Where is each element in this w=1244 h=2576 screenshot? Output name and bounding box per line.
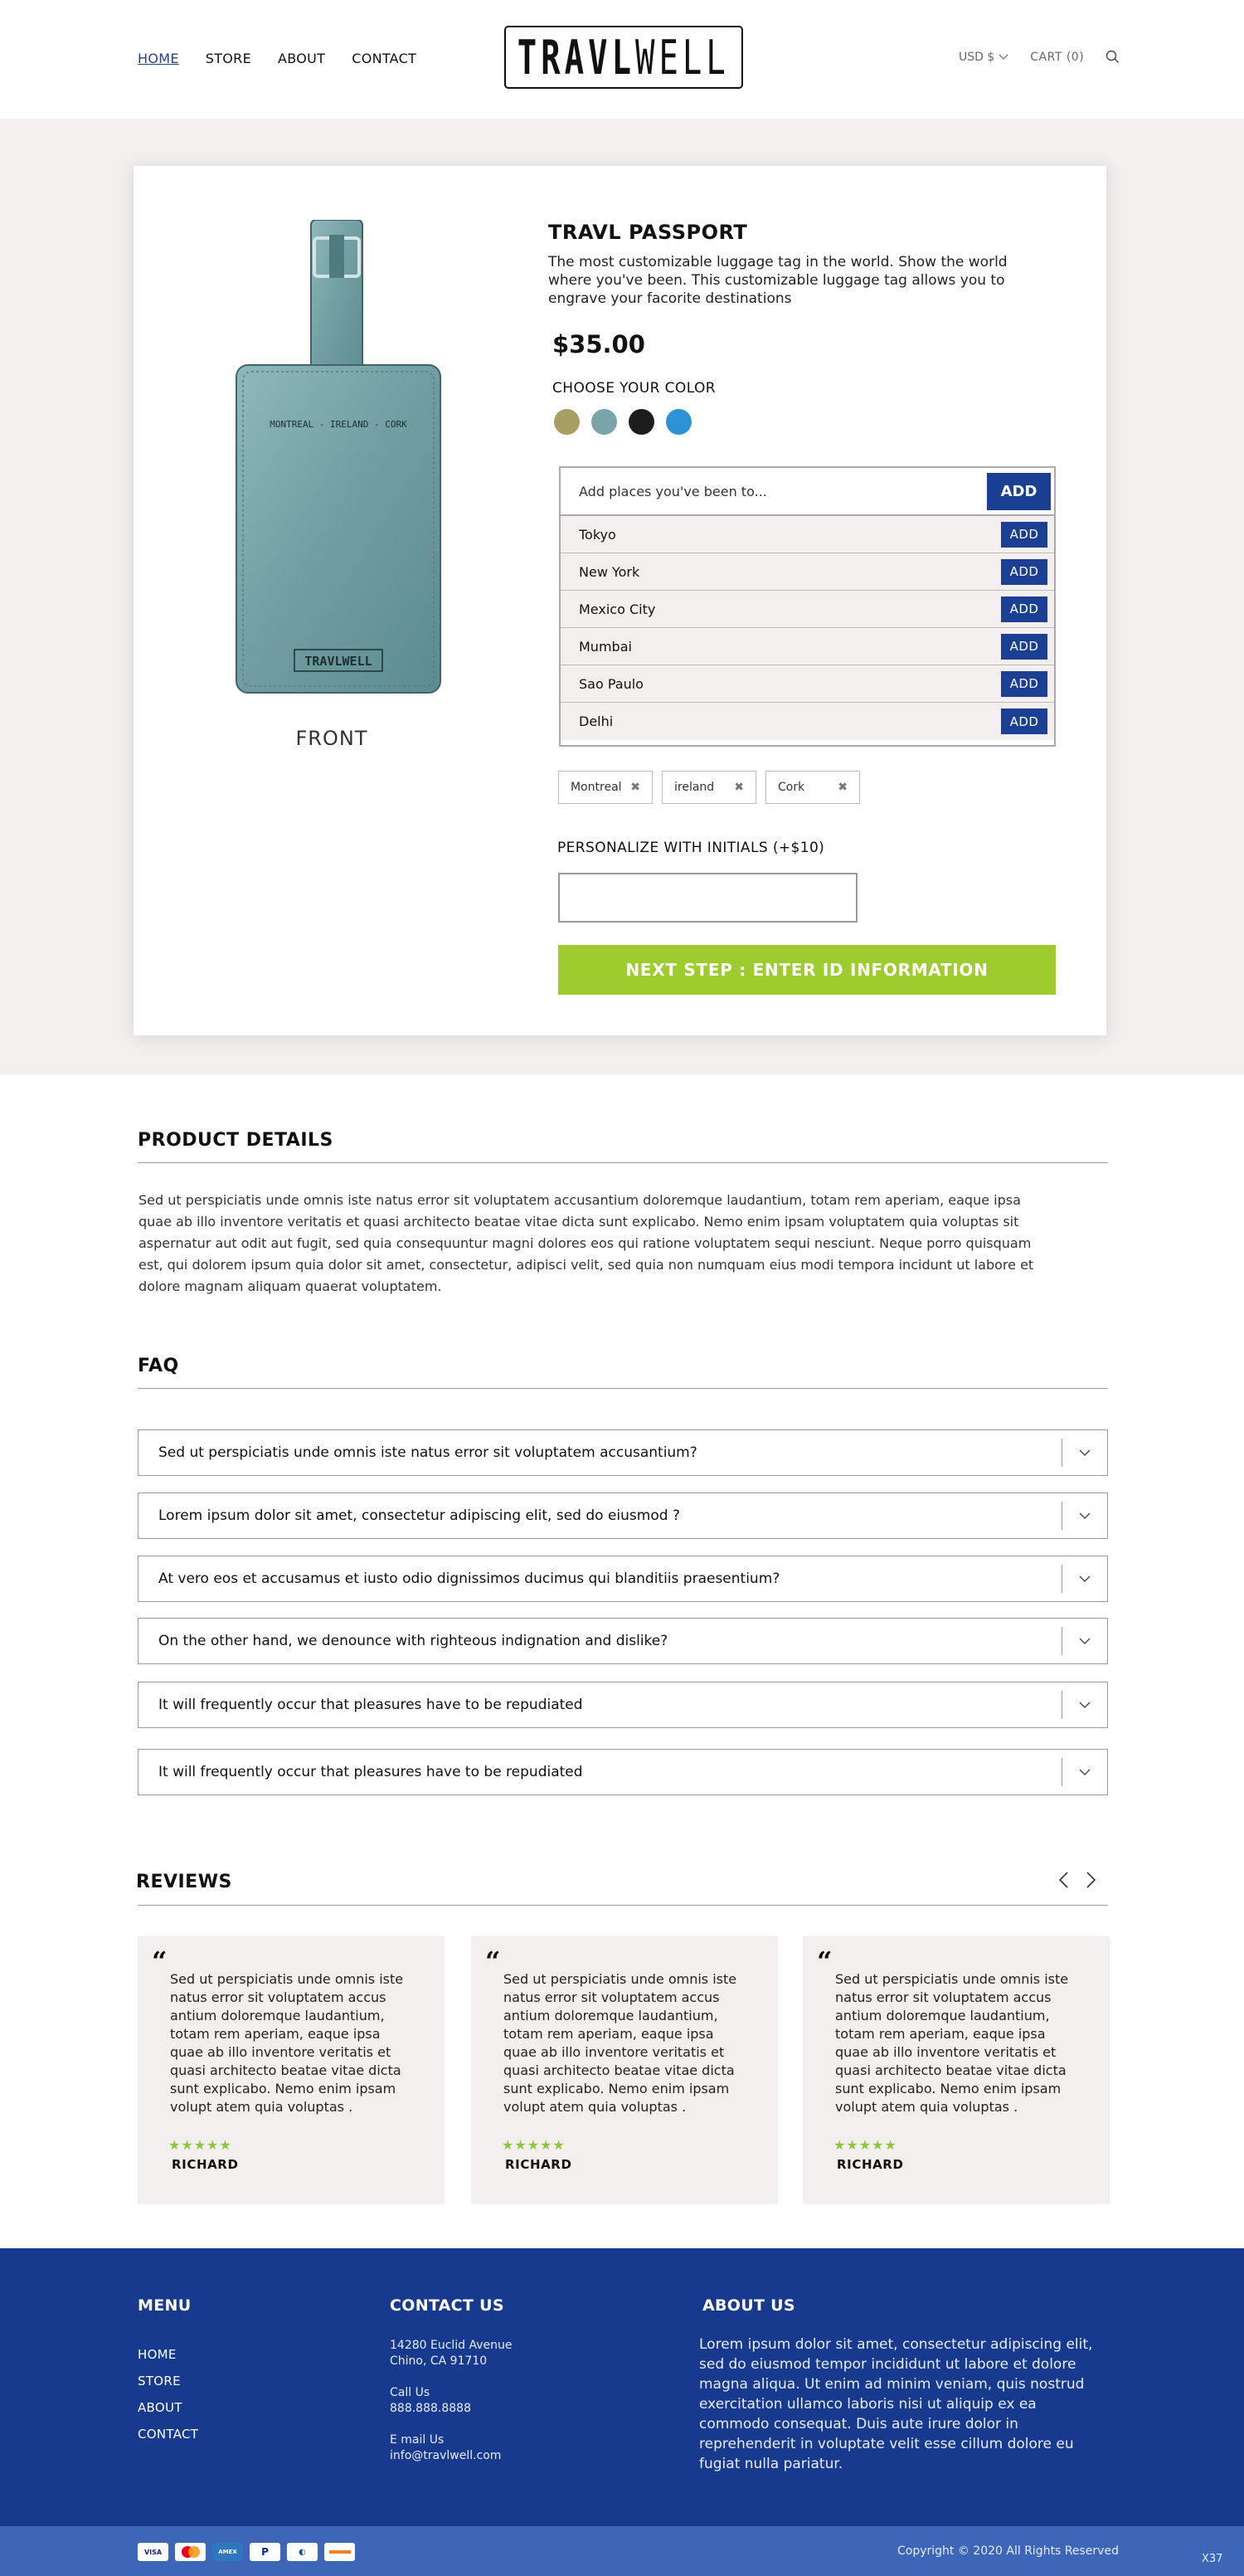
chevron-down-icon[interactable] <box>1062 1439 1107 1467</box>
visa-icon: VISA <box>138 2543 168 2561</box>
reviews-heading: REVIEWS <box>136 1872 232 1892</box>
faq-question: Lorem ipsum dolor sit amet, consectetur adipiscing elit, sed do eiusmod ? <box>158 1507 680 1524</box>
amex-icon: AMEX <box>212 2543 243 2561</box>
chevron-down-icon[interactable] <box>1062 1758 1107 1786</box>
quote-icon: “ <box>817 1945 833 1977</box>
color-swatches <box>554 409 692 435</box>
star-rating: ★★★★★ <box>168 2137 232 2153</box>
address-line: 14280 Euclid Avenue <box>390 2339 513 2352</box>
faq-item[interactable] <box>138 1556 1108 1602</box>
faq-heading: FAQ <box>138 1356 179 1376</box>
divider <box>138 1905 1108 1906</box>
quote-icon: “ <box>152 1945 168 1977</box>
place-name: Mexico City <box>579 601 656 617</box>
main-nav <box>138 51 416 66</box>
paypal-icon: P <box>250 2543 280 2561</box>
search-icon[interactable] <box>1106 50 1120 64</box>
footer-menu-heading: MENU <box>138 2296 192 2315</box>
color-swatch-black[interactable] <box>629 409 654 435</box>
add-place-mexico-city-button[interactable]: ADD <box>1001 597 1047 622</box>
corner-mark: X37 <box>1202 2553 1223 2565</box>
email-block <box>390 2432 513 2464</box>
chip-label: ireland <box>674 781 715 794</box>
footer-home-link[interactable]: HOME <box>138 2347 177 2362</box>
chevron-down-icon <box>999 54 1008 61</box>
add-place-mumbai-button[interactable]: ADD <box>1001 634 1047 660</box>
places-picker <box>559 466 1056 747</box>
cart-link[interactable]: CART (0) <box>1030 50 1085 64</box>
nav-store-link[interactable]: STORE <box>205 51 251 66</box>
faq-item[interactable] <box>138 1749 1108 1795</box>
chip-label: Cork <box>778 781 805 794</box>
diners-icon: ◐ <box>287 2543 318 2561</box>
email-address[interactable]: info@travlwell.com <box>390 2449 502 2462</box>
divider <box>138 1388 1108 1389</box>
places-input[interactable] <box>579 484 977 499</box>
review-card <box>471 1936 778 2204</box>
faq-item[interactable] <box>138 1429 1108 1476</box>
place-row <box>561 553 1054 591</box>
footer-contact-link[interactable]: CONTACT <box>138 2427 199 2442</box>
nav-about-link[interactable]: ABOUT <box>278 51 326 66</box>
faq-question: It will frequently occur that pleasures have to be repudiated <box>158 1697 583 1713</box>
site-footer <box>0 2248 1244 2526</box>
place-name: New York <box>579 563 640 580</box>
add-place-button[interactable]: ADD <box>987 473 1051 510</box>
star-rating: ★★★★★ <box>502 2137 566 2153</box>
place-chip <box>558 771 653 804</box>
chevron-down-icon[interactable] <box>1062 1502 1107 1530</box>
remove-chip-icon[interactable]: ✖ <box>838 781 848 794</box>
footer-bottom-bar <box>0 2526 1244 2576</box>
initials-input[interactable] <box>558 873 858 923</box>
tag-engraving-text: MONTREAL - IRELAND - CORK <box>270 419 407 430</box>
faq-item[interactable] <box>138 1493 1108 1539</box>
remove-chip-icon[interactable]: ✖ <box>734 781 744 794</box>
footer-menu <box>138 2346 198 2442</box>
phone-number[interactable]: 888.888.8888 <box>390 2402 471 2415</box>
product-price: $35.00 <box>552 330 645 358</box>
review-text: Sed ut perspiciatis unde omnis iste natus error sit voluptatem accus antium doloremque laudantium, totam rem aperiam, eaque ipsa quae ab illo inventore veritatis et quasi architecto beatae vitae dicta sunt explicabo. Nemo enim ipsam volupt atem quia voluptas . <box>170 1971 404 2115</box>
footer-store-link[interactable]: STORE <box>138 2374 181 2389</box>
review-author: RICHARD <box>505 2157 572 2172</box>
star-rating: ★★★★★ <box>833 2137 897 2153</box>
phone-block <box>390 2385 513 2417</box>
places-input-row <box>561 468 1054 516</box>
luggage-tag-image <box>235 220 442 694</box>
chevron-right-icon[interactable] <box>1086 1872 1096 1892</box>
chip-label: Montreal <box>571 781 622 794</box>
place-row <box>561 628 1054 665</box>
color-swatch-blue[interactable] <box>666 409 692 435</box>
footer-contact-heading: CONTACT US <box>390 2296 504 2315</box>
product-details-heading: PRODUCT DETAILS <box>138 1130 333 1151</box>
place-row <box>561 516 1054 553</box>
product-title: TRAVL PASSPORT <box>548 221 748 244</box>
product-details-text: Sed ut perspiciatis unde omnis iste natus error sit voluptatem accusantium doloremque laudantium, totam rem aperiam, eaque ipsa quae ab illo inventore veritatis et quasi architecto beatae vitae dicta sunt explicabo. Nemo enim ipsam voluptatem quia voluptas sit aspernatur aut odit aut fugit, sed quia consequuntur magni dolores eos qui ratione voluptatem sequi nesciunt. Neque porro quisquam est, qui dolorem ipsum quia dolor sit amet, consectetur, adipisci velit, sed quia non numquam eius modi tempora incidunt ut labore et dolore magnam aliquam quaerat voluptatem. <box>138 1192 1034 1294</box>
chevron-down-icon[interactable] <box>1062 1627 1107 1655</box>
nav-contact-link[interactable]: CONTACT <box>352 51 417 66</box>
place-row <box>561 591 1054 628</box>
address-line: Chino, CA 91710 <box>390 2354 488 2368</box>
discover-icon <box>324 2543 355 2561</box>
faq-item[interactable] <box>138 1618 1108 1664</box>
selected-places <box>558 771 860 804</box>
review-author: RICHARD <box>172 2157 239 2172</box>
copyright: Copyright © 2020 All Rights Reserved <box>897 2544 1119 2558</box>
faq-question: It will frequently occur that pleasures have to be repudiated <box>158 1764 583 1780</box>
color-swatch-teal[interactable] <box>591 409 617 435</box>
currency-selector[interactable] <box>959 51 1008 64</box>
place-name: Mumbai <box>579 638 632 655</box>
currency-label: USD $ <box>959 50 995 64</box>
review-text: Sed ut perspiciatis unde omnis iste natus error sit voluptatem accus antium doloremque laudantium, totam rem aperiam, eaque ipsa quae ab illo inventore veritatis et quasi architecto beatae vitae dicta sunt explicabo. Nemo enim ipsam volupt atem quia voluptas . <box>835 1971 1069 2115</box>
faq-question: At vero eos et accusamus et iusto odio dignissimos ducimus qui blanditiis praesentium? <box>158 1570 780 1587</box>
review-card <box>138 1936 445 2204</box>
place-chip <box>765 771 860 804</box>
next-step-button[interactable]: NEXT STEP : ENTER ID INFORMATION <box>558 945 1056 995</box>
faq-question: Sed ut perspiciatis unde omnis iste natus error sit voluptatem accusantium? <box>158 1444 697 1461</box>
payment-icons <box>138 2543 355 2561</box>
footer-contact-info <box>390 2338 513 2480</box>
site-header <box>0 0 1244 119</box>
footer-about-link[interactable]: ABOUT <box>138 2400 182 2415</box>
image-view-label: FRONT <box>295 727 368 750</box>
quote-icon: “ <box>485 1945 501 1977</box>
remove-chip-icon[interactable]: ✖ <box>630 781 640 794</box>
site-logo[interactable] <box>504 26 743 89</box>
add-place-tokyo-button[interactable]: ADD <box>1001 522 1047 548</box>
chevron-down-icon[interactable] <box>1062 1691 1107 1719</box>
color-swatch-olive[interactable] <box>554 409 580 435</box>
footer-about-text: Lorem ipsum dolor sit amet, consectetur adipiscing elit, sed do eiusmod tempor incididunt ut labore et dolore magna aliqua. Ut enim ad minim veniam, quis nostrud exercitation ullamco laboris nisi ut aliquip ex ea commodo consequat. Duis aute irure dolor in reprehenderit in voluptate velit esse cillum dolore eu fugiat nulla pariatur. <box>699 2336 1093 2472</box>
call-label: Call Us <box>390 2386 430 2399</box>
add-place-sao-paulo-button[interactable]: ADD <box>1001 671 1047 697</box>
divider <box>138 1162 1108 1163</box>
place-chip <box>662 771 756 804</box>
place-name: Delhi <box>579 713 614 729</box>
logo-text: TRAVLWELL <box>517 29 731 85</box>
add-place-new-york-button[interactable]: ADD <box>1001 559 1047 585</box>
place-name: Sao Paulo <box>579 675 644 692</box>
address-block <box>390 2338 513 2369</box>
reviews-carousel-controls <box>1059 1872 1096 1892</box>
email-label: E mail Us <box>390 2433 445 2447</box>
place-name: Tokyo <box>579 526 616 543</box>
review-text: Sed ut perspiciatis unde omnis iste natus error sit voluptatem accus antium doloremque laudantium, totam rem aperiam, eaque ipsa quae ab illo inventore veritatis et quasi architecto beatae vitae dicta sunt explicabo. Nemo enim ipsam volupt atem quia voluptas . <box>503 1971 737 2115</box>
faq-question: On the other hand, we denounce with righteous indignation and dislike? <box>158 1633 668 1649</box>
place-row <box>561 703 1054 740</box>
product-description: The most customizable luggage tag in the world. Show the world where you've been. This customizable luggage tag allows you to engrave your facorite destinations <box>548 254 1008 307</box>
initials-label: PERSONALIZE WITH INITIALS (+$10) <box>557 840 825 856</box>
chevron-left-icon[interactable] <box>1059 1872 1068 1892</box>
add-place-delhi-button[interactable]: ADD <box>1001 709 1047 734</box>
color-label: CHOOSE YOUR COLOR <box>552 380 716 397</box>
place-row <box>561 665 1054 703</box>
mastercard-icon <box>175 2543 206 2561</box>
review-author: RICHARD <box>837 2157 904 2172</box>
nav-home-link[interactable]: HOME <box>138 51 179 66</box>
header-utilities <box>959 50 1120 64</box>
review-card <box>803 1936 1110 2204</box>
footer-about-heading: ABOUT US <box>702 2296 795 2315</box>
faq-item[interactable] <box>138 1682 1108 1728</box>
chevron-down-icon[interactable] <box>1062 1565 1107 1593</box>
tag-logo-text: TRAVLWELL <box>304 654 372 669</box>
